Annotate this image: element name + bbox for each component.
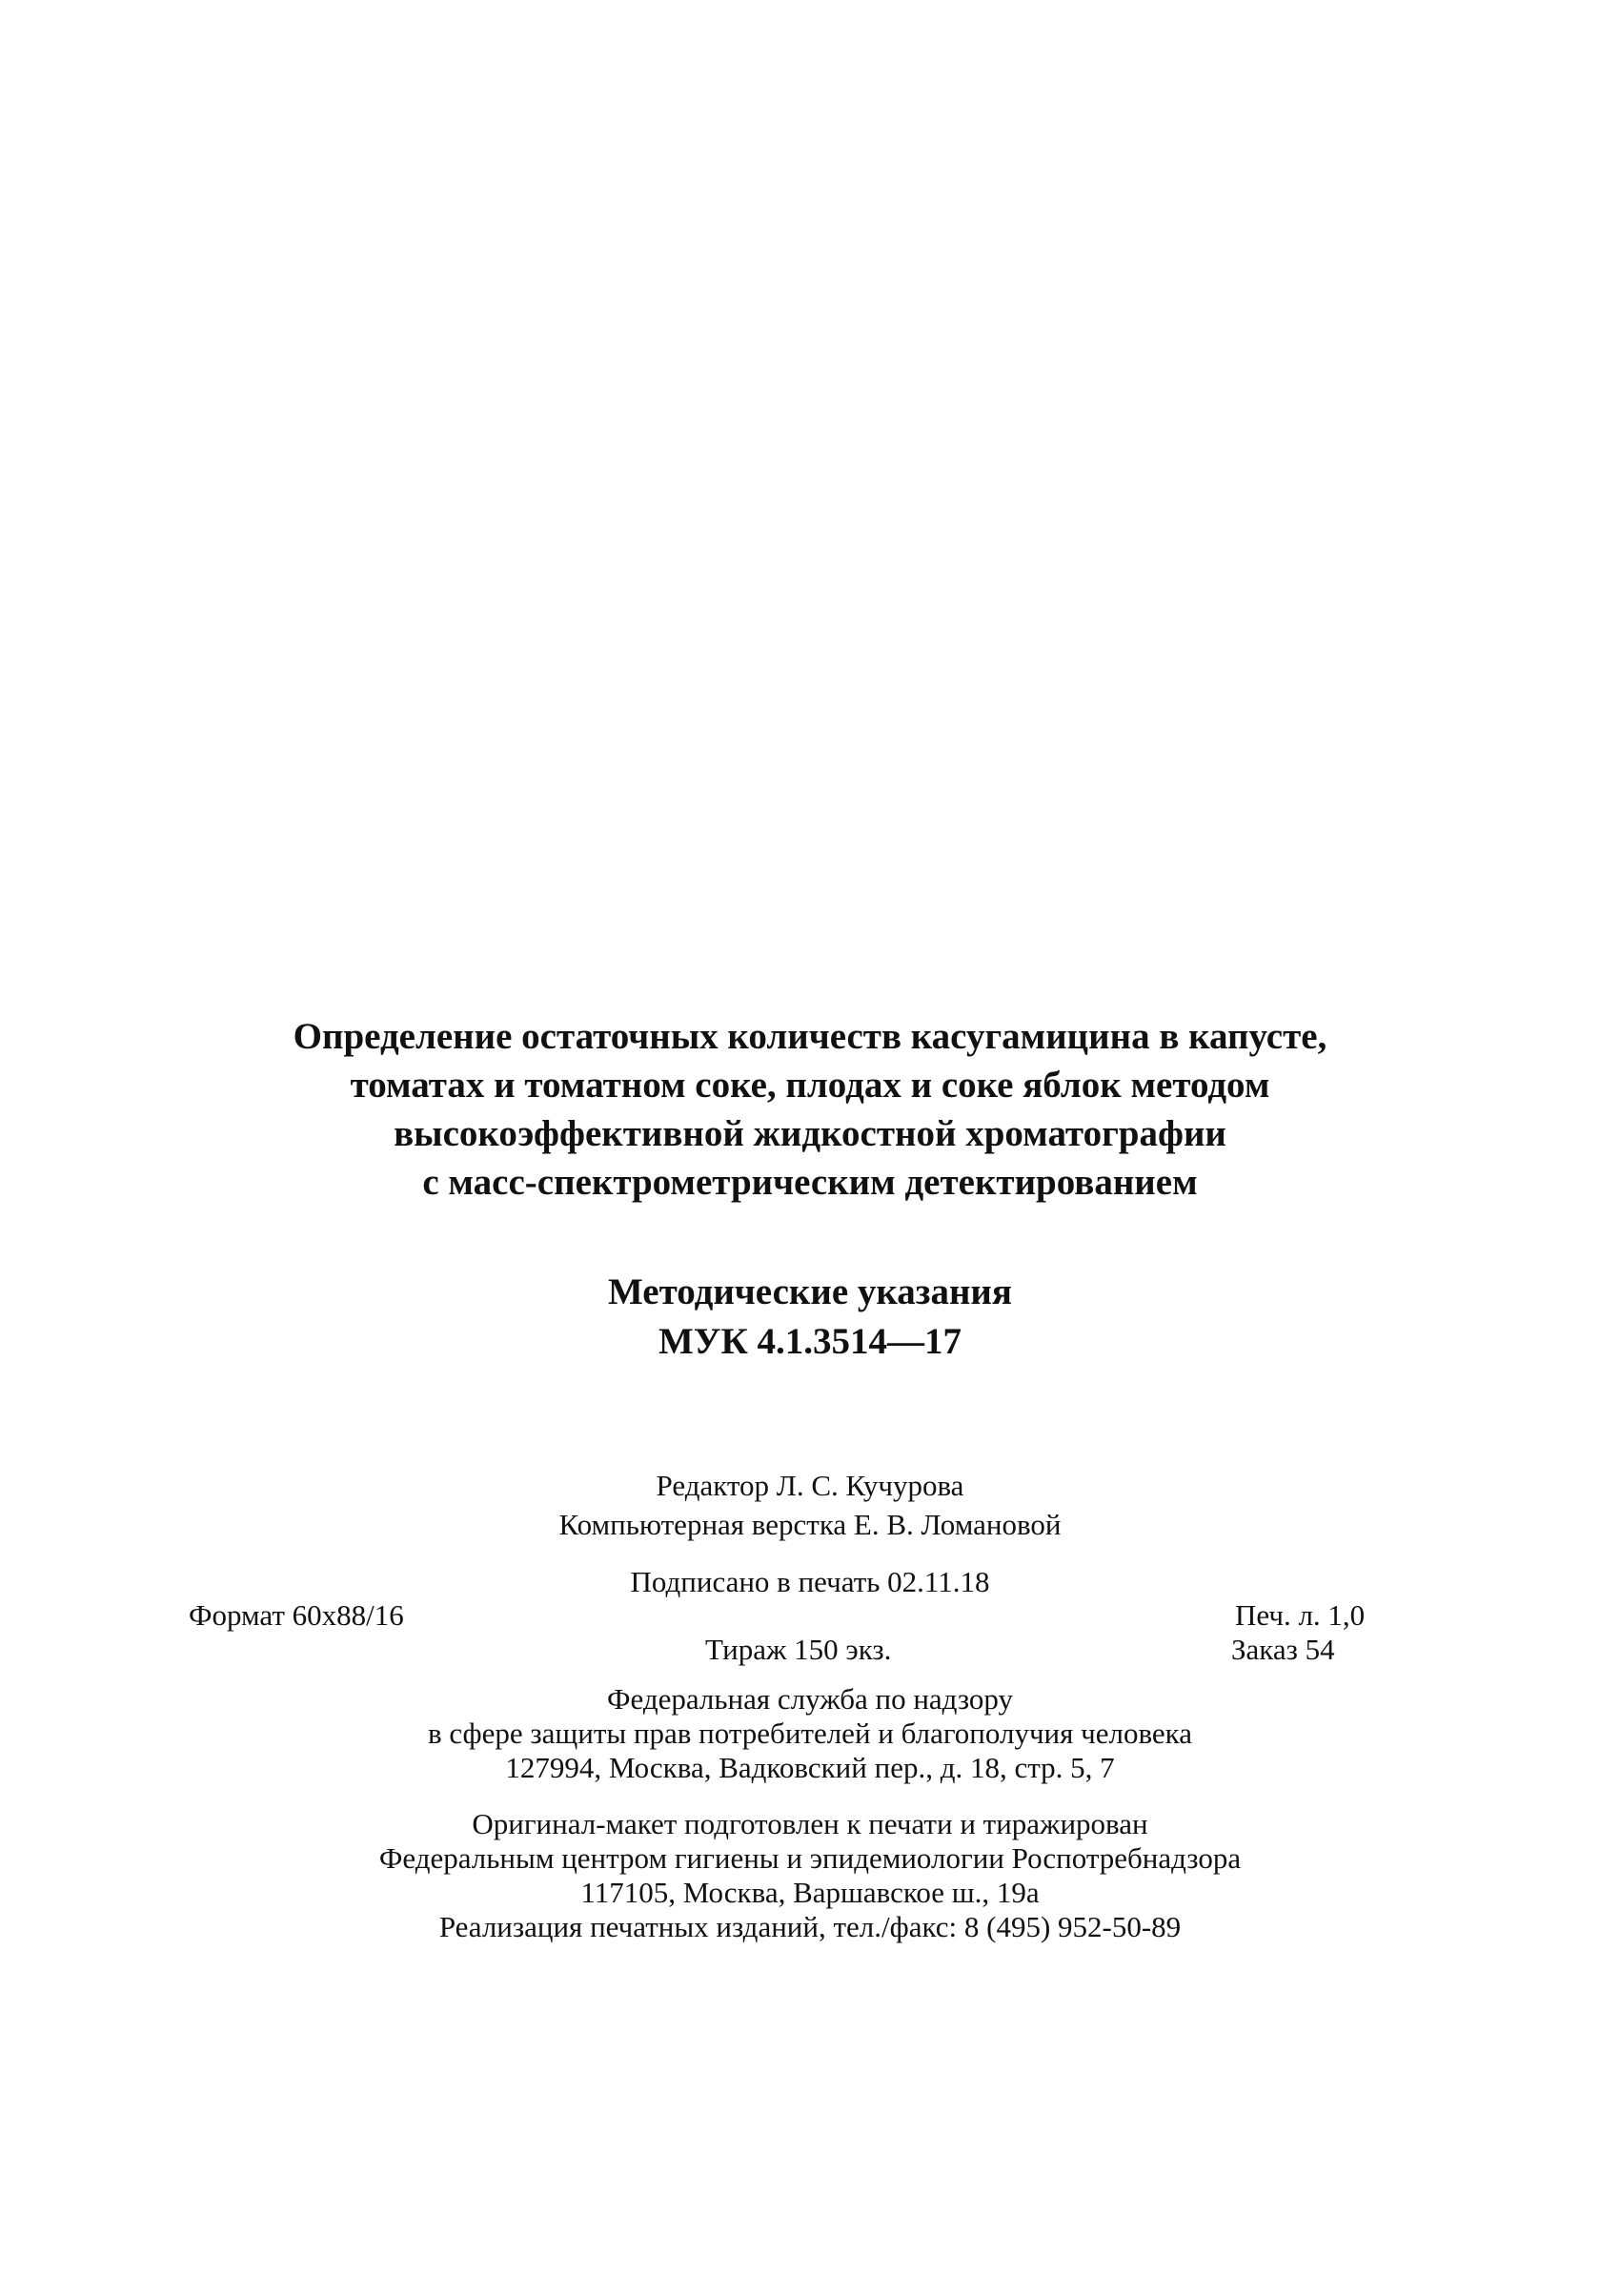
printer-address: 117105, Москва, Варшавское ш., 19а	[580, 1876, 1040, 1909]
order-info: Заказ 54	[1231, 1633, 1335, 1666]
document-title	[0, 1012, 1620, 1207]
title-line: томатах и томатном соке, плодах и соке яблок методом	[350, 1065, 1270, 1106]
document-kind: Методические указания	[607, 1271, 1012, 1312]
credits	[0, 1466, 1620, 1544]
publisher-line: Федеральная служба по надзору	[607, 1682, 1013, 1716]
printer-line: Оригинал-макет подготовлен к печати и тиражирован	[472, 1807, 1148, 1840]
document-code: МУК 4.1.3514—17	[658, 1321, 962, 1362]
printer-line: Федеральным центром гигиены и эпидемиологии Роспотребнадзора	[378, 1841, 1242, 1875]
publisher-info	[0, 1682, 1620, 1785]
sheets-info: Печ. л. 1,0	[1235, 1598, 1366, 1632]
editor-credit: Редактор Л. С. Кучурова	[656, 1469, 964, 1502]
signed-date: Подписано в печать 02.11.18	[630, 1565, 990, 1598]
format-info: Формат 60x88/16	[189, 1598, 404, 1632]
layout-credit: Компьютерная верстка Е. В. Ломановой	[558, 1508, 1062, 1541]
circulation-info: Тираж 150 экз.	[705, 1633, 892, 1666]
publisher-address: 127994, Москва, Вадковский пер., д. 18, стр. 5, 7	[505, 1751, 1115, 1784]
title-line: Определение остаточных количеств касугамицина в капусте,	[293, 1016, 1327, 1057]
publisher-line: в сфере защиты прав потребителей и благополучия человека	[427, 1717, 1193, 1750]
document-type	[0, 1268, 1620, 1367]
title-line: с масс-спектрометрическим детектированием	[422, 1162, 1198, 1203]
sales-contact: Реализация печатных изданий, тел./факс: 8 (495) 952-50-89	[438, 1910, 1182, 1943]
printer-info	[0, 1807, 1620, 1944]
title-line: высокоэффективной жидкостной хроматографии	[394, 1113, 1226, 1154]
